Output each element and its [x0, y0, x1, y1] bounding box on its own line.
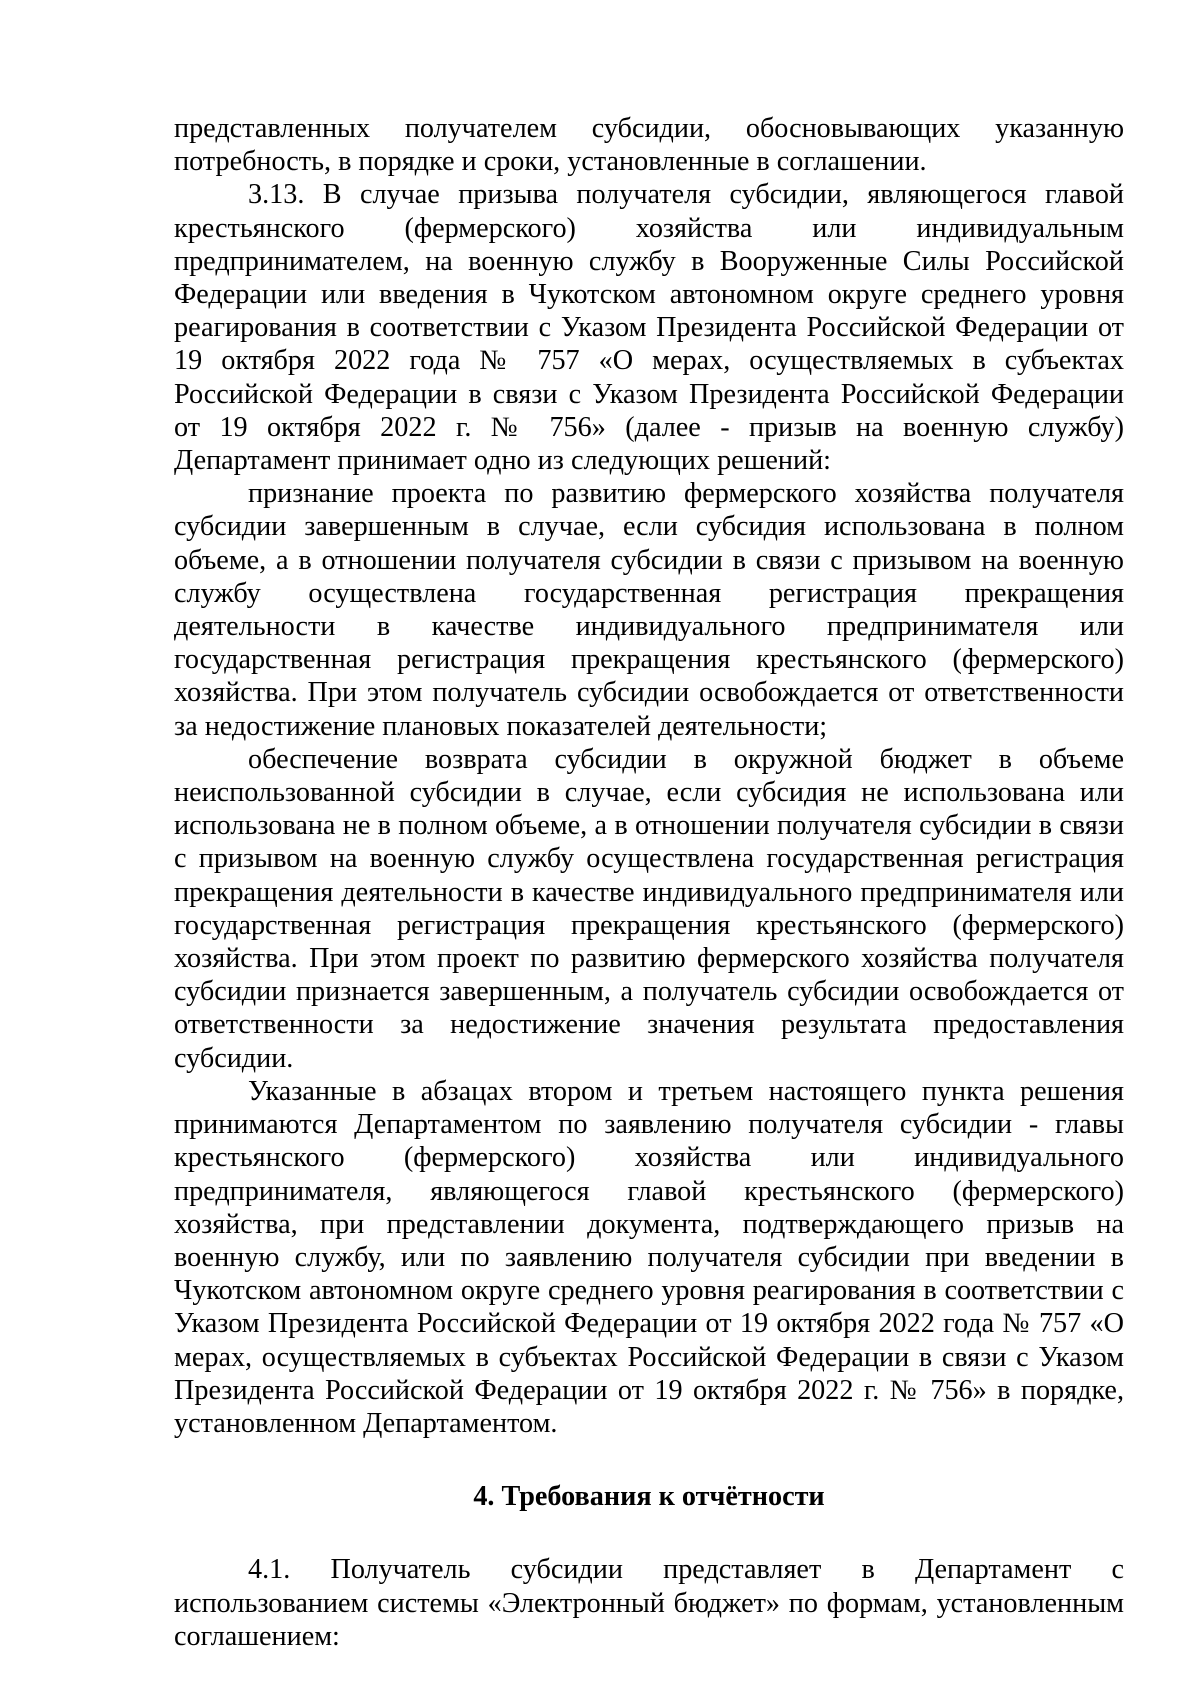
document-page — [174, 112, 1124, 1653]
paragraph-3-13: 3.13. В случае призыва получателя субсидии, являющегося главой крестьянского (фермерского) хозяйства или индивидуальным предпринимателем, на военную службу в Вооруженные Силы Российской Федерации или введения в Чукотском автономном округе среднего уровня реагирования в соответствии с Указом Президента Российской Федерации от 19 октября 2022 года № 757 «О мерах, осуществляемых в субъектах Российской Федерации в связи с Указом Президента Российской Федерации от 19 октября 2022 г. № 756» (далее - призыв на военную службу) Департамент принимает одно из следующих решений: — [174, 179, 1124, 477]
section-heading: 4. Требования к отчётности — [473, 1481, 825, 1513]
paragraph-project-completion: признание проекта по развитию фермерского хозяйства получателя субсидии завершенным в случае, если субсидия использована в полном объеме, а в отношении получателя субсидии в связи с призывом на военную службу осуществлена государственная регистрация прекращения деятельности в качестве индивидуального предпринимателя или государственная регистрация прекращения крестьянского (фермерского) хозяйства. При этом получатель субсидии освобождается от ответственности за недостижение плановых показателей деятельности; — [174, 478, 1124, 742]
paragraph-4-1: 4.1. Получатель субсидии представляет в Департамент с использованием системы «Электронный бюджет» по формам, установленным соглашением: — [174, 1554, 1124, 1652]
paragraph-continuation: представленных получателем субсидии, обосновывающих указанную потребность, в порядке и сроки, установленные в соглашении. — [174, 113, 1124, 178]
paragraph-subsidy-return: обеспечение возврата субсидии в окружной бюджет в объеме неиспользованной субсидии в случае, если субсидия не использована или использована не в полном объеме, а в отношении получателя субсидии в связи с призывом на военную службу осуществлена государственная регистрация прекращения деятельности в качестве индивидуального предпринимателя или государственная регистрация прекращения крестьянского (фермерского) хозяйства. При этом проект по развитию фермерского хозяйства получателя субсидии признается завершенным, а получатель субсидии освобождается от ответственности за недостижение значения результата предоставления субсидии. — [174, 743, 1124, 1074]
paragraph-decisions-procedure: Указанные в абзацах втором и третьем настоящего пункта решения принимаются Департаментом по заявлению получателя субсидии - главы крестьянского (фермерского) хозяйства или индивидуального предпринимателя, являющегося главой крестьянского (фермерского) хозяйства, при представлении документа, подтверждающего призыв на военную службу, или по заявлению получателя субсидии при введении в Чукотском автономном округе среднего уровня реагирования в соответствии с Указом Президента Российской Федерации от 19 октября 2022 года № 757 «О мерах, осуществляемых в субъектах Российской Федерации в связи с Указом Президента Российской Федерации от 19 октября 2022 г. № 756» в порядке, установленном Департаментом. — [174, 1075, 1124, 1439]
